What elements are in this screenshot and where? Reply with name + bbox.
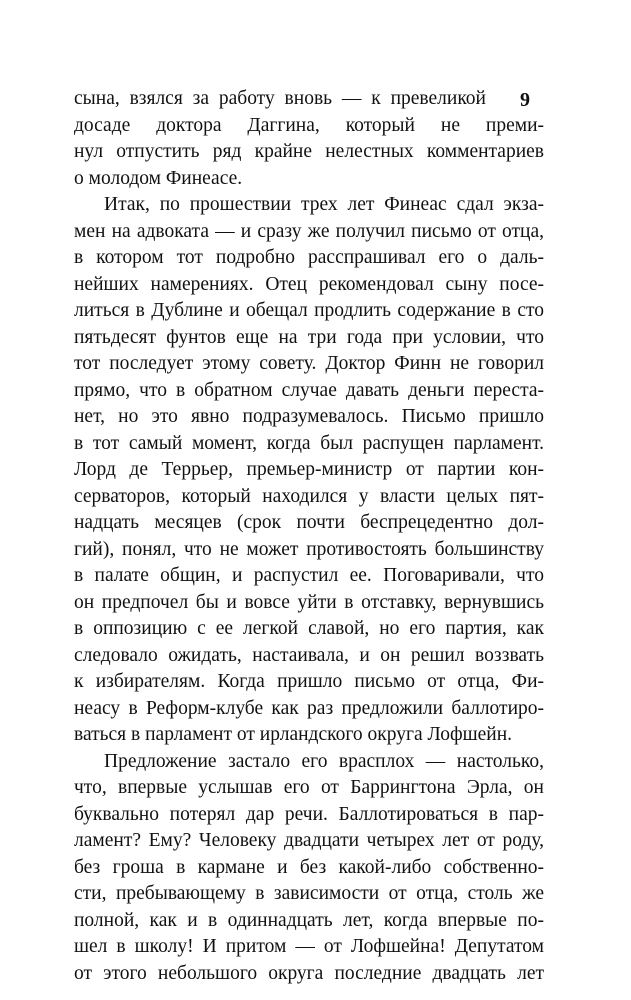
text-line: прямо, что в обратном случае давать деньги переста- [74, 379, 544, 401]
text-line: неасу в Реформ-клубе как раз предложили баллотиро- [74, 697, 544, 719]
text-line: Лорд де Террьер, премьер-министр от партии кон- [74, 459, 544, 480]
text-line: в оппозицию с ее легкой славой, но его партия, как [74, 618, 544, 639]
text-line: ламент? Ему? Человеку двадцати четырех лет от роду, [74, 830, 544, 851]
text-line: Итак, по прошествии трех лет Финеас сдал экза- [104, 194, 544, 215]
text-line: о молодом Финеасе. [74, 167, 243, 189]
text-line: что, впервые услышав его от Баррингтона Эрла, он [74, 777, 544, 798]
text-line: буквально потерял дар речи. Баллотироваться в пар- [74, 803, 544, 825]
text-line: досаде доктора Даггина, который не преми- [74, 114, 544, 136]
text-line: без гроша в кармане и без какой-либо собственно- [74, 856, 544, 878]
text-line: к избирателям. Когда пришло письмо от отца, Фи- [74, 671, 544, 692]
page-number: 9 [520, 89, 530, 111]
text-line: пятьдесят фунтов еще на три года при условии, что [74, 326, 544, 348]
text-line: Предложение застало его врасплох — настолько, [104, 750, 544, 772]
text-line: нейших намерениях. Отец рекомендовал сыну посе- [74, 273, 544, 295]
text-line: нет, но это явно подразумевалось. Письмо пришло [74, 406, 544, 427]
text-line: литься в Дублине и обещал продлить содержание в сто [74, 300, 544, 321]
text-line: мен на адвоката — и сразу же получил письмо от отца, [74, 220, 544, 242]
text-line: сына, взялся за работу вновь — к превеликой [74, 88, 486, 109]
text-line: он предпочел бы и вовсе уйти в отставку, вернувшись [74, 591, 544, 613]
text-line: ваться в парламент от ирландского округа Лофшейн. [74, 724, 513, 745]
text-line: гий), понял, что не может противостоять большинству [74, 538, 544, 560]
text-line: полной, как и в одиннадцать лет, когда впервые по- [74, 909, 544, 931]
text-line: тот последует этому совету. Доктор Финн не говорил [74, 353, 544, 374]
text-line: в котором тот подробно расспрашивал его о даль- [74, 247, 544, 268]
text-line: серваторов, который находился у власти целых пят- [74, 485, 544, 507]
body-text [74, 86, 544, 987]
text-line: шел в школу! И притом — от Лофшейна! Депутатом [74, 936, 544, 957]
text-line: от этого небольшого округа последние двадцать лет [74, 962, 544, 984]
text-line: следовало ожидать, настаивала, и он решил воззвать [74, 644, 544, 666]
text-line: в палате общин, и распустил ее. Поговаривали, что [74, 565, 544, 586]
text-line: надцать месяцев (срок почти беспрецедентно дол- [74, 512, 544, 533]
text-line: сти, пребывающему в зависимости от отца, столь же [74, 883, 544, 904]
text-line: нул отпустить ряд крайне нелестных комментариев [74, 141, 544, 162]
text-line: в тот самый момент, когда был распущен парламент. [74, 432, 544, 454]
